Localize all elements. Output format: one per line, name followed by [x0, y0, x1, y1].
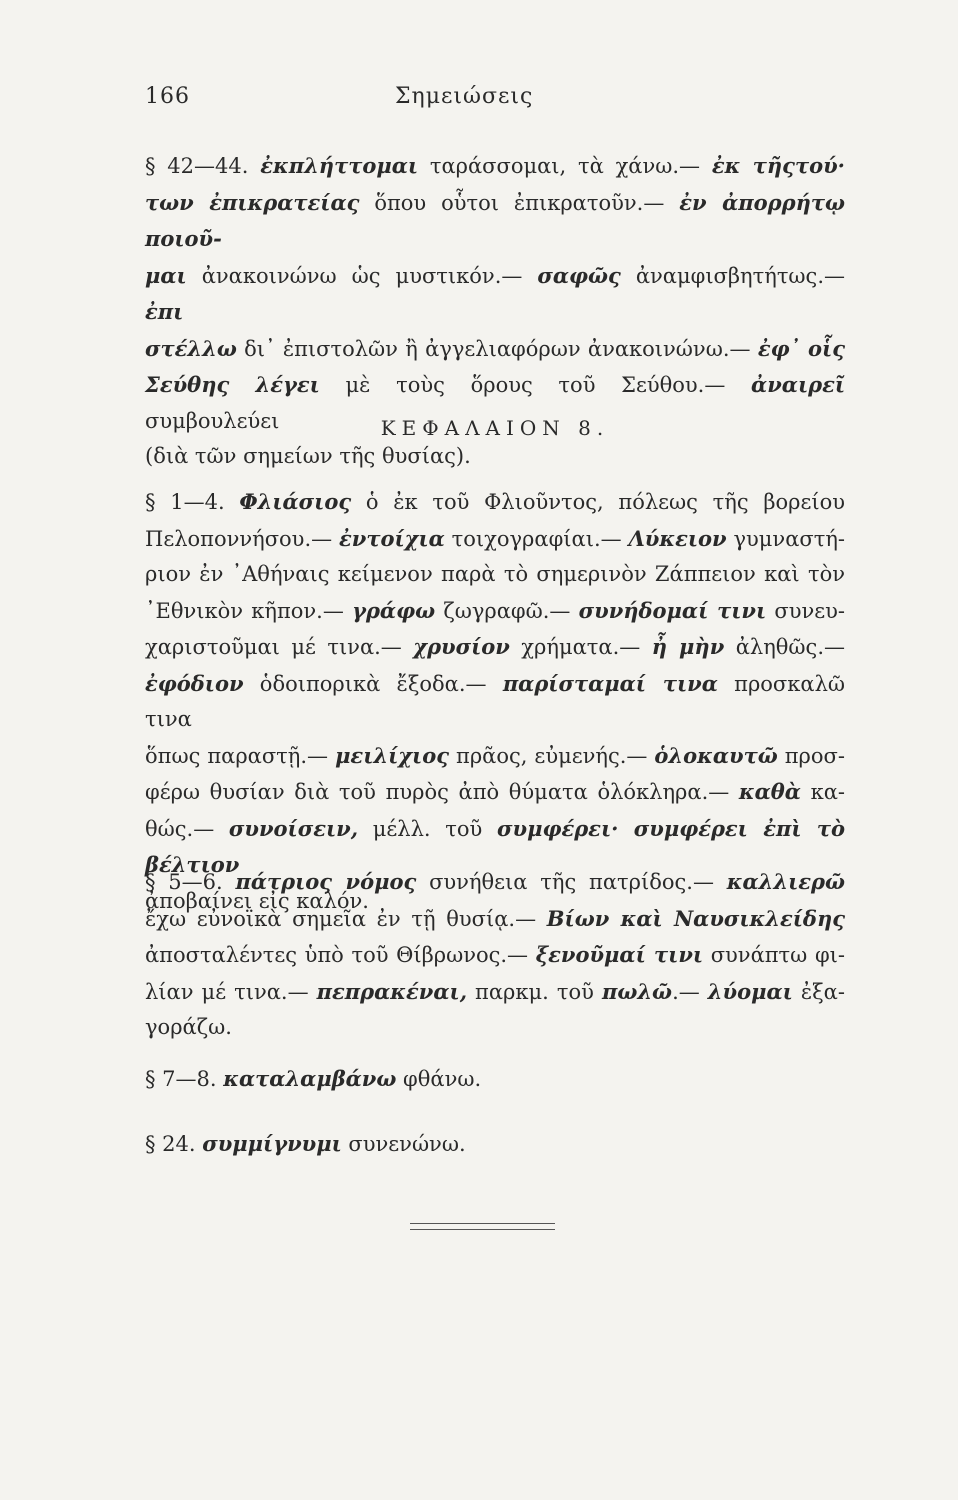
- lemma-term: χρυσίον: [413, 634, 510, 659]
- gloss-text: χαριστοῦμαι μέ τινα.—: [145, 635, 414, 659]
- lemma-term: ἦ μὴν: [651, 634, 725, 659]
- text-line: [145, 629, 845, 666]
- gloss-text: συνευ-: [766, 598, 845, 623]
- gloss-text: ριον ἐν ᾽Αθήναις κείμενον παρὰ τὸ σημερινὸν Ζάππειον καὶ τὸν: [145, 562, 845, 586]
- gloss-text: ἀνακοινώνω ὡς μυστικόν.—: [186, 263, 538, 288]
- lemma-term: παρίσταμαί τινα: [502, 670, 718, 696]
- gloss-text: γοράζω.: [145, 1015, 232, 1039]
- lemma-term: ἐντοίχια: [339, 525, 445, 551]
- note-paragraph: [145, 1061, 845, 1098]
- text-line: [145, 738, 845, 775]
- note-paragraph: [145, 1126, 845, 1163]
- gloss-text: συνενώνω.: [341, 1132, 466, 1156]
- lemma-term: ἐφόδιον: [145, 670, 244, 696]
- gloss-text: γυμναστή-: [726, 526, 845, 551]
- lemma-term: ὁλοκαυτῶ: [654, 742, 778, 768]
- text-line: [145, 331, 845, 368]
- lemma-term: στέλλω: [145, 335, 237, 361]
- text-line: [145, 1010, 845, 1046]
- gloss-text: ὁ ἐκ τοῦ Φλιοῦντος, πόλεως τῆς βορείου: [351, 490, 845, 514]
- lemma-term: μειλίχιος: [335, 742, 450, 768]
- lemma-term: πάτριος νόμος: [235, 869, 417, 894]
- gloss-text: ἐξα-: [792, 979, 845, 1004]
- gloss-text: τοιχογραφίαι.—: [444, 526, 629, 551]
- lemma-term: συμμίγνυμι: [202, 1131, 342, 1156]
- text-line: [145, 148, 845, 185]
- gloss-text: ὅπως παραστῇ.—: [145, 743, 336, 768]
- text-line: [145, 666, 845, 738]
- text-line: [145, 185, 845, 258]
- lemma-term: πωλῶ: [601, 978, 673, 1004]
- gloss-text: ἀναμφισβητήτως.—: [620, 263, 845, 288]
- lemma-term: λύομαι: [707, 978, 793, 1004]
- closing-double-rule: [410, 1223, 555, 1230]
- lemma-term: ἐπι: [145, 299, 184, 324]
- text-line: [145, 1061, 845, 1098]
- gloss-text: συνάπτω φι-: [703, 943, 845, 967]
- lemma-term: ἐφ᾽ οἷς: [757, 335, 845, 361]
- chapter-heading: ΚΕΦΑΛΑΙΟΝ 8.: [380, 416, 610, 440]
- lemma-term: συνήδομαί τινι: [578, 597, 767, 623]
- gloss-text: ὅπου οὗτοι ἐπικρατοῦν.—: [359, 190, 680, 215]
- lemma-term: καλλιερῶ: [726, 869, 845, 894]
- running-title: Σημειώσεις: [395, 84, 534, 109]
- lemma-term: ἐν ἀπορρήτῳ ποιοῦ-: [145, 189, 845, 251]
- note-paragraph: [145, 864, 845, 1046]
- lemma-term: ξενοῦμαί τινι: [535, 942, 704, 967]
- gloss-text: παρκμ. τοῦ: [467, 979, 602, 1004]
- gloss-text: προσκαλῶ τινα: [145, 671, 846, 731]
- lemma-term: καταλαμβάνω: [223, 1066, 397, 1091]
- gloss-text: φέρω θυσίαν διὰ τοῦ πυρὸς ἀπὸ θύματα ὁλόκληρα.—: [145, 780, 739, 804]
- gloss-text: μέλλ. τοῦ: [358, 816, 498, 841]
- text-line: [145, 974, 845, 1011]
- gloss-text: ἀποσταλέντες ὑπὸ τοῦ Θίβρωνος.—: [145, 943, 536, 967]
- note-paragraph: [145, 484, 845, 919]
- gloss-text: ταράσσομαι, τὰ χάνω.—: [418, 154, 712, 178]
- text-line: [145, 439, 845, 475]
- text-line: [145, 1126, 845, 1163]
- lemma-term: Φλιάσιος: [239, 489, 352, 514]
- lemma-term: Βίων καὶ Ναυσικλείδης: [546, 905, 845, 931]
- lemma-term: καθὰ: [738, 779, 801, 804]
- text-line: [145, 484, 845, 521]
- gloss-text: φθάνω.: [396, 1067, 482, 1091]
- page-number: 166: [145, 84, 190, 109]
- gloss-text: § 24.: [145, 1132, 203, 1156]
- text-line: [145, 593, 845, 630]
- gloss-text: χρήματα.—: [509, 635, 652, 659]
- text-line: [145, 937, 845, 974]
- gloss-text: § 7—8.: [145, 1067, 224, 1091]
- gloss-text: § 1—4.: [145, 490, 240, 514]
- gloss-text: θώς.—: [145, 816, 229, 841]
- lemma-term: μαι: [145, 262, 187, 288]
- gloss-text: Πελοποννήσου.—: [145, 526, 339, 551]
- gloss-text: πρᾶος, εὐμενής.—: [449, 743, 655, 768]
- text-line: [145, 258, 845, 331]
- lemma-term: σαφῶς: [537, 262, 621, 288]
- lemma-term: συνοίσειν,: [228, 815, 359, 841]
- lemma-term: Σεύθης λέγει: [145, 372, 320, 397]
- text-line: [145, 557, 845, 593]
- gloss-text: .—: [672, 979, 708, 1004]
- gloss-text: μὲ τοὺς ὅρους τοῦ Σεύθου.—: [319, 373, 752, 397]
- lemma-term: των ἐπικρατείας: [145, 189, 360, 215]
- gloss-text: ἀληθῶς.—: [724, 635, 845, 659]
- gloss-text: § 5—6.: [145, 870, 236, 894]
- lemma-term: πεπρακέναι,: [316, 978, 467, 1004]
- gloss-text: προσ-: [777, 743, 845, 768]
- gloss-text: συμβουλεύει: [145, 408, 280, 433]
- lemma-term: ἀναιρεῖ: [751, 372, 845, 397]
- gloss-text: κα-: [800, 780, 845, 804]
- lemma-term: ἐκπλήττομαι: [260, 153, 419, 178]
- text-line: [145, 521, 845, 558]
- gloss-text: ἔχω εὐνοϊκὰ σημεῖα ἐν τῇ θυσίᾳ.—: [145, 906, 547, 931]
- lemma-term: γράφω: [352, 597, 436, 623]
- text-line: [145, 774, 845, 811]
- lemma-term: συμφέρει· συμφέρει ἐπὶ τὸ βέλτιον: [145, 815, 845, 877]
- lemma-term: Λύκειον: [628, 525, 727, 551]
- gloss-text: δι᾽ ἐπιστολῶν ἢ ἀγγελιαφόρων ἀνακοινώνω.—: [236, 336, 758, 361]
- gloss-text: λίαν μέ τινα.—: [145, 979, 317, 1004]
- gloss-text: (διὰ τῶν σημείων τῆς θυσίας).: [145, 444, 471, 468]
- text-line: [145, 864, 845, 901]
- chapter-heading-block: [145, 416, 845, 440]
- gloss-text: § 42—44.: [145, 154, 261, 178]
- lemma-term: ἐκ τῆςτού·: [711, 153, 845, 178]
- gloss-text: ὁδοιπορικὰ ἔξοδα.—: [243, 671, 503, 696]
- gloss-text: ᾽Εθνικὸν κῆπον.—: [145, 598, 353, 623]
- gloss-text: συνήθεια τῆς πατρίδος.—: [416, 870, 727, 894]
- gloss-text: ζωγραφῶ.—: [435, 598, 579, 623]
- text-line: [145, 901, 845, 938]
- gloss-text: ἀποβαίνει εἰς καλόν.: [145, 888, 369, 913]
- running-head: [145, 84, 845, 118]
